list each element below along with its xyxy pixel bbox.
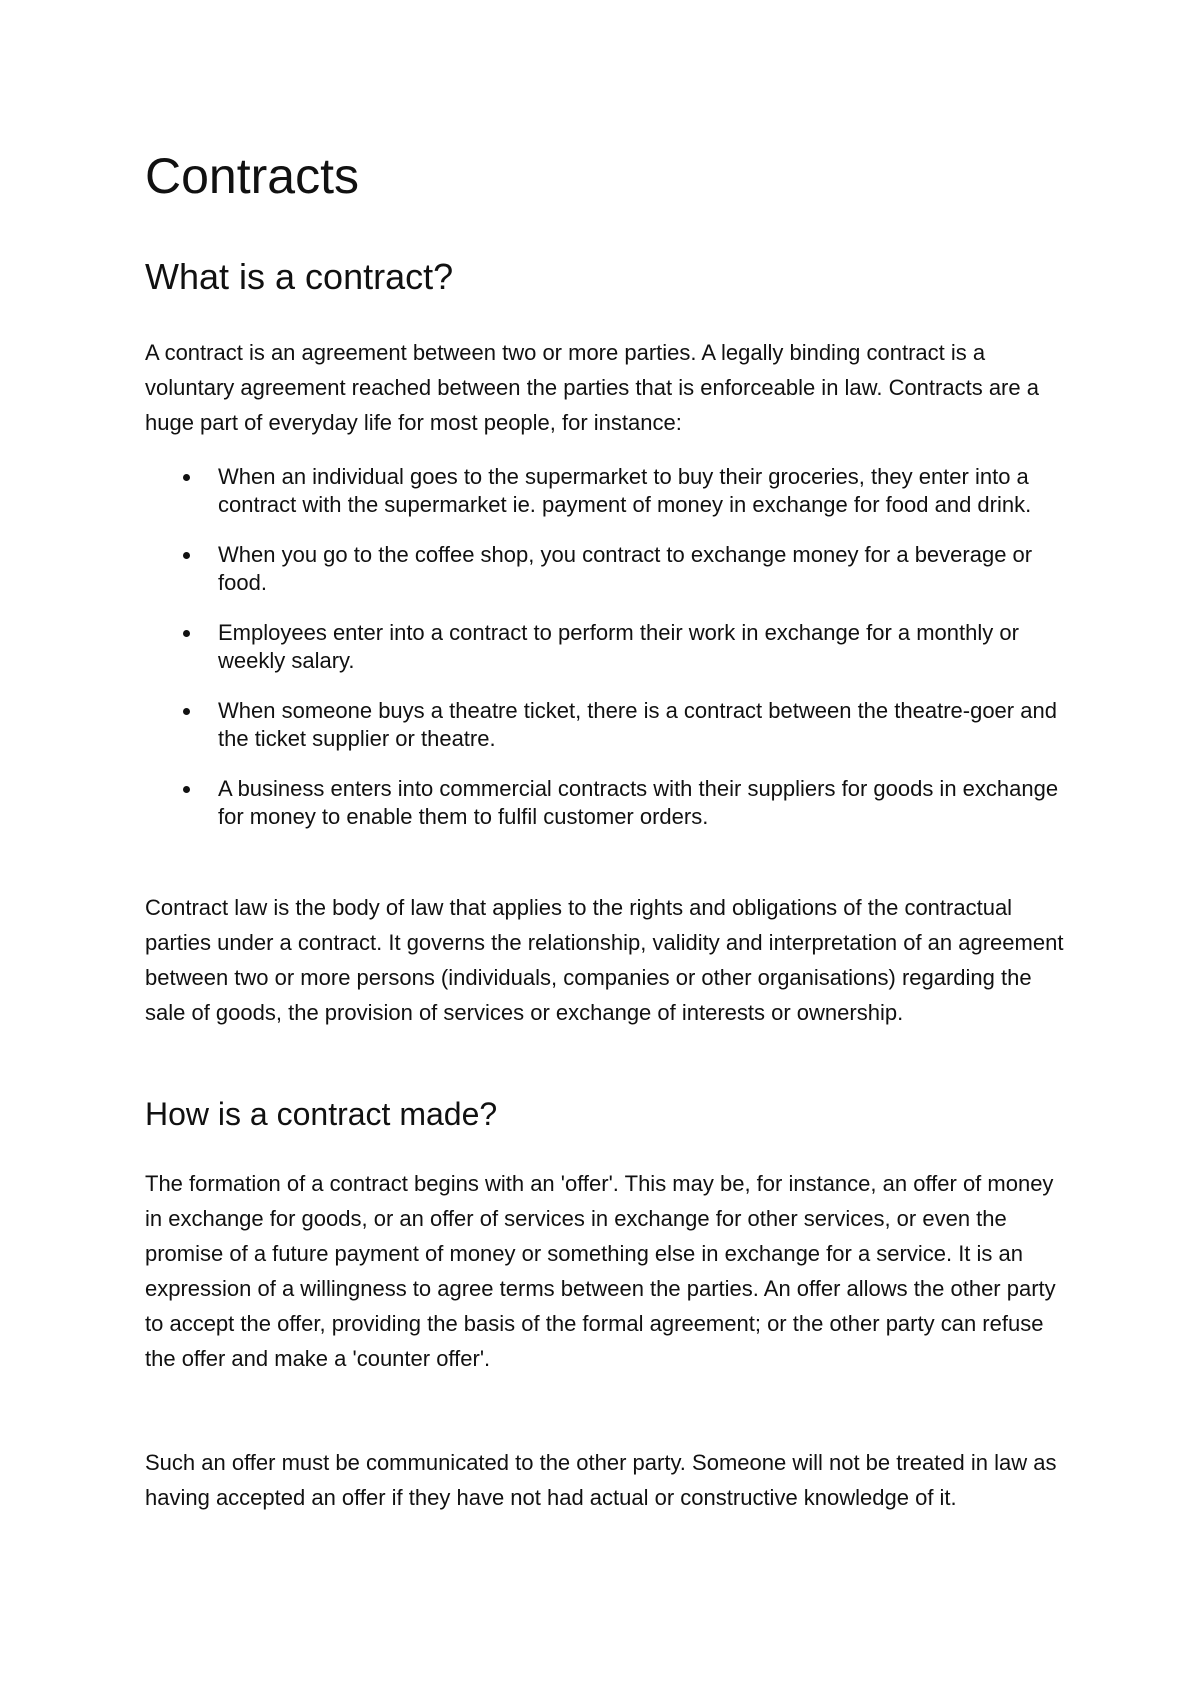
bullet-icon <box>183 708 190 715</box>
list-item <box>145 775 1065 831</box>
list-item-text: When someone buys a theatre ticket, there is a contract between the theatre-goer and the ticket supplier or theatre. <box>218 698 1057 751</box>
list-item <box>145 697 1065 753</box>
list-item-text: Employees enter into a contract to perform their work in exchange for a monthly or weekly salary. <box>218 620 1019 673</box>
bullet-icon <box>183 552 190 559</box>
section-heading-what-is-a-contract: What is a contract? <box>145 256 454 297</box>
list-item-text: When you go to the coffee shop, you contract to exchange money for a beverage or food. <box>218 542 1033 595</box>
formation-paragraph: The formation of a contract begins with an 'offer'. This may be, for instance, an offer of money in exchange for goods, or an offer of services in exchange for other services, or even the promise of a future payment of money or something else in exchange for a service. It is an expression of a willingness to agree terms between the parties. An offer allows the other party to accept the offer, providing the basis of the formal agreement; or the other party can refuse the offer and make a 'counter offer'. <box>145 1171 1056 1371</box>
document-title: Contracts <box>145 148 359 204</box>
bullet-icon <box>183 474 190 481</box>
communication-paragraph: Such an offer must be communicated to the other party. Someone will not be treated in law as having accepted an offer if they have not had actual or constructive knowledge of it. <box>145 1450 1057 1510</box>
list-item-text: When an individual goes to the supermarket to buy their groceries, they enter into a contract with the supermarket ie. payment of money in exchange for food and drink. <box>218 464 1032 517</box>
bullet-icon <box>183 786 190 793</box>
examples-list <box>145 463 1065 831</box>
list-item <box>145 463 1065 519</box>
contract-law-paragraph: Contract law is the body of law that applies to the rights and obligations of the contractual parties under a contract. It governs the relationship, validity and interpretation of an agreement between two or more persons (individuals, companies or other organisations) regarding the sale of goods, the provision of services or exchange of interests or ownership. <box>145 895 1064 1025</box>
intro-paragraph: A contract is an agreement between two or more parties. A legally binding contract is a voluntary agreement reached between the parties that is enforceable in law. Contracts are a huge part of everyday life for most people, for instance: <box>145 340 1039 435</box>
list-item <box>145 541 1065 597</box>
section-heading-how-is-a-contract-made: How is a contract made? <box>145 1096 498 1132</box>
list-item-text: A business enters into commercial contracts with their suppliers for goods in exchange for money to enable them to fulfil customer orders. <box>218 776 1059 829</box>
bullet-icon <box>183 630 190 637</box>
list-item <box>145 619 1065 675</box>
